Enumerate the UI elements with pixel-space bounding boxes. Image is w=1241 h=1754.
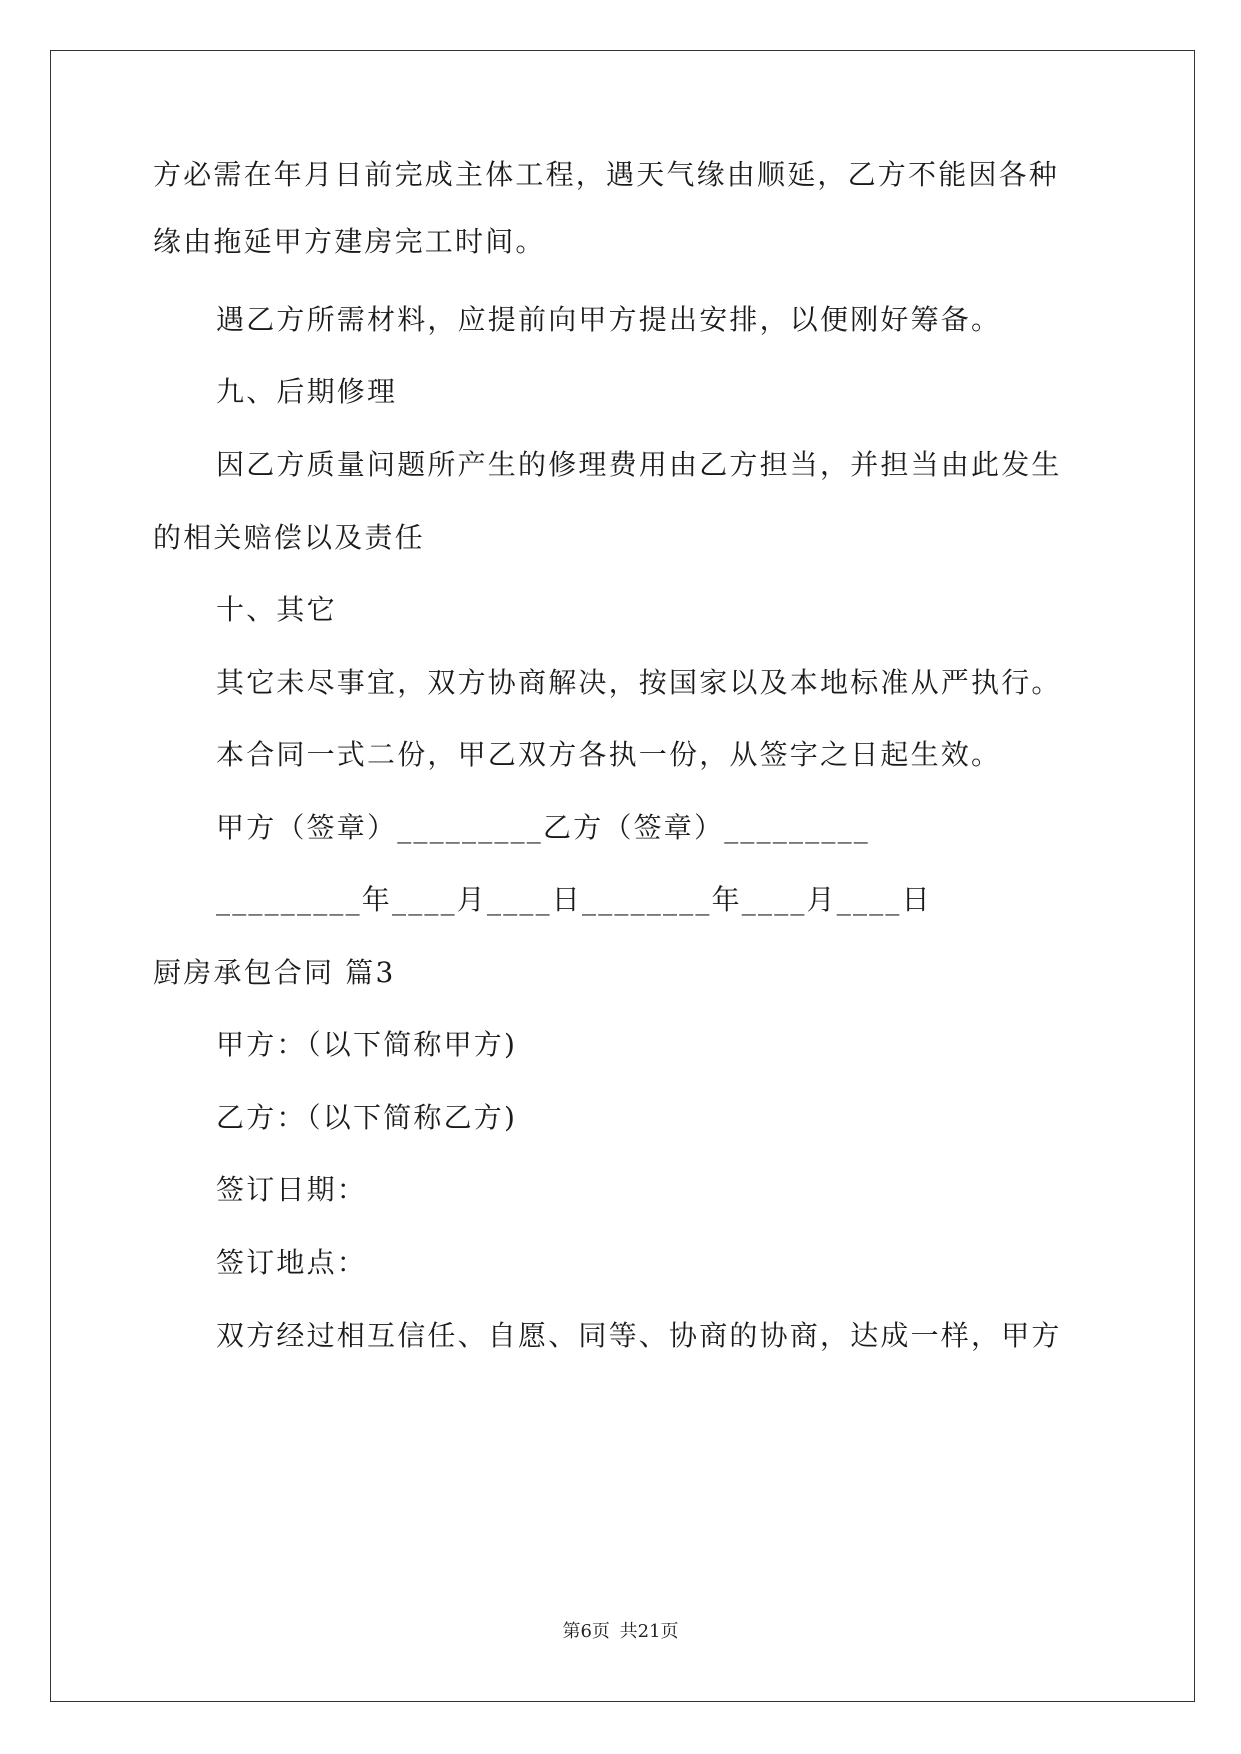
signing-place-line: 签订地点：	[216, 1246, 368, 1279]
paragraph-line: 缘由拖延甲方建房完工时间。	[153, 225, 546, 258]
section-heading: 十、其它	[216, 593, 337, 626]
paragraph-line: 遇乙方所需材料，应提前向甲方提出安排，以便刚好筹备。	[216, 303, 1002, 336]
page-footer	[0, 1620, 1241, 1644]
party-a-line: 甲方：（以下简称甲方)	[216, 1028, 518, 1061]
paragraph-line: 其它未尽事宜，双方协商解决，按国家以及本地标准从严执行。	[216, 666, 1062, 699]
party-b-line: 乙方：（以下简称乙方)	[216, 1101, 518, 1134]
paragraph-line: 的相关赔偿以及责任	[153, 521, 425, 554]
paragraph-line: 双方经过相互信任、自愿、同等、协商的协商，达成一样，甲方	[216, 1319, 1062, 1352]
signature-line: 甲方（签章）_________乙方（签章）_________	[216, 811, 871, 844]
contract-title: 厨房承包合同 篇3	[153, 956, 396, 989]
page-border	[50, 50, 1195, 1702]
paragraph-line: 本合同一式二份，甲乙双方各执一份，从签字之日起生效。	[216, 738, 1002, 771]
date-line: _________年____月____日________年____月____日	[216, 883, 932, 916]
paragraph-line: 因乙方质量问题所产生的修理费用由乙方担当，并担当由此发生	[216, 448, 1062, 481]
section-heading: 九、后期修理	[216, 375, 398, 408]
signing-date-line: 签订日期：	[216, 1173, 368, 1206]
page-total: 共21页	[619, 1621, 679, 1642]
page-number: 第6页	[562, 1621, 610, 1642]
paragraph-line: 方必需在年月日前完成主体工程，遇天气缘由顺延，乙方不能因各种	[153, 158, 1060, 191]
